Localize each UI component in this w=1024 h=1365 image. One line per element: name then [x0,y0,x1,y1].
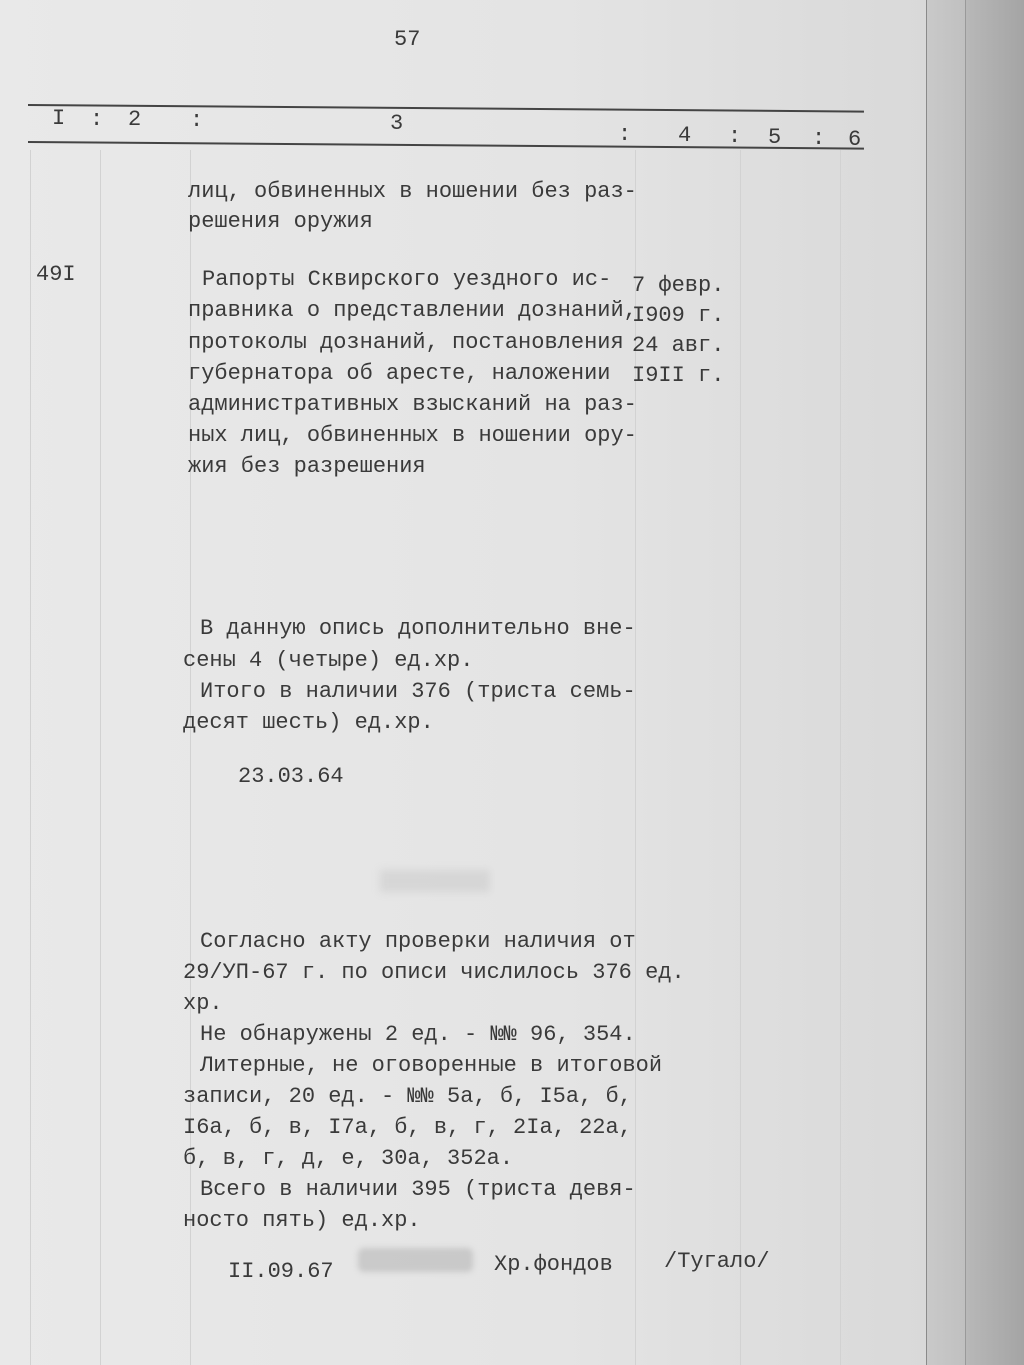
column-guide [840,150,841,1365]
column-separator: : [618,122,632,147]
text-line: Согласно акту проверки наличия от [200,929,636,954]
text-line: сены 4 (четыре) ед.хр. [183,648,474,673]
text-line: I6а, б, в, I7а, б, в, г, 2Iа, 22а, [183,1115,632,1140]
text-line: правника о представлении дознаний, [188,298,637,323]
faded-stamp [380,870,490,892]
column-separator: : [190,108,204,133]
column-separator: : [728,124,742,149]
text-line: ных лиц, обвиненных в ношении ору- [188,423,637,448]
handwritten-signature [358,1248,473,1272]
text-line: б, в, г, д, е, 30а, 352а. [183,1146,514,1171]
column-guide [30,150,31,1365]
column-guide [740,150,741,1365]
text-line: носто пять) ед.хр. [183,1208,421,1233]
signature-name: /Тугало/ [664,1249,770,1274]
text-line: решения оружия [188,209,373,234]
date-line: I9II г. [632,363,725,388]
date-line: I909 г. [632,303,725,328]
date-line: 7 февр. [632,273,725,298]
text-line: протоколы дознаний, постановления [188,330,624,355]
column-header: 6 [848,127,862,152]
text-line: десят шесть) ед.хр. [183,710,434,735]
text-line: 29/УП-67 г. по описи числилось 376 ед. [183,960,685,985]
text-line: Всего в наличии 395 (триста девя- [200,1177,636,1202]
text-line: Не обнаружены 2 ед. - №№ 96, 354. [200,1022,636,1047]
column-guide [100,150,101,1365]
date-line: 24 авг. [632,333,725,358]
text-line: В данную опись дополнительно вне- [200,616,636,641]
signature-position: Хр.фондов [494,1252,613,1277]
header-rule-top [28,104,864,113]
page-number: 57 [394,27,421,52]
text-line: жия без разрешения [188,454,426,479]
column-separator: : [812,126,826,151]
column-header: 3 [390,111,404,136]
column-header: I [52,106,66,131]
note-date: 23.03.64 [238,764,344,789]
text-line: губернатора об аресте, наложении [188,361,611,386]
column-header: 5 [768,125,782,150]
column-header: 4 [678,123,692,148]
column-separator: : [90,107,104,132]
text-line: лиц, обвиненных в ношении без раз- [188,179,637,204]
column-header: 2 [128,107,142,132]
underlying-sheet [965,0,1024,1365]
text-line: записи, 20 ед. - №№ 5а, б, I5а, б, [183,1084,632,1109]
text-line: хр. [183,991,223,1016]
text-line: Литерные, не оговоренные в итоговой [200,1053,663,1078]
signature-date: II.09.67 [228,1259,334,1284]
text-line: Рапорты Сквирского уездного ис- [202,267,612,292]
text-line: административных взысканий на раз- [188,392,637,417]
entry-number: 49I [36,262,76,287]
text-line: Итого в наличии 376 (триста семь- [200,679,636,704]
